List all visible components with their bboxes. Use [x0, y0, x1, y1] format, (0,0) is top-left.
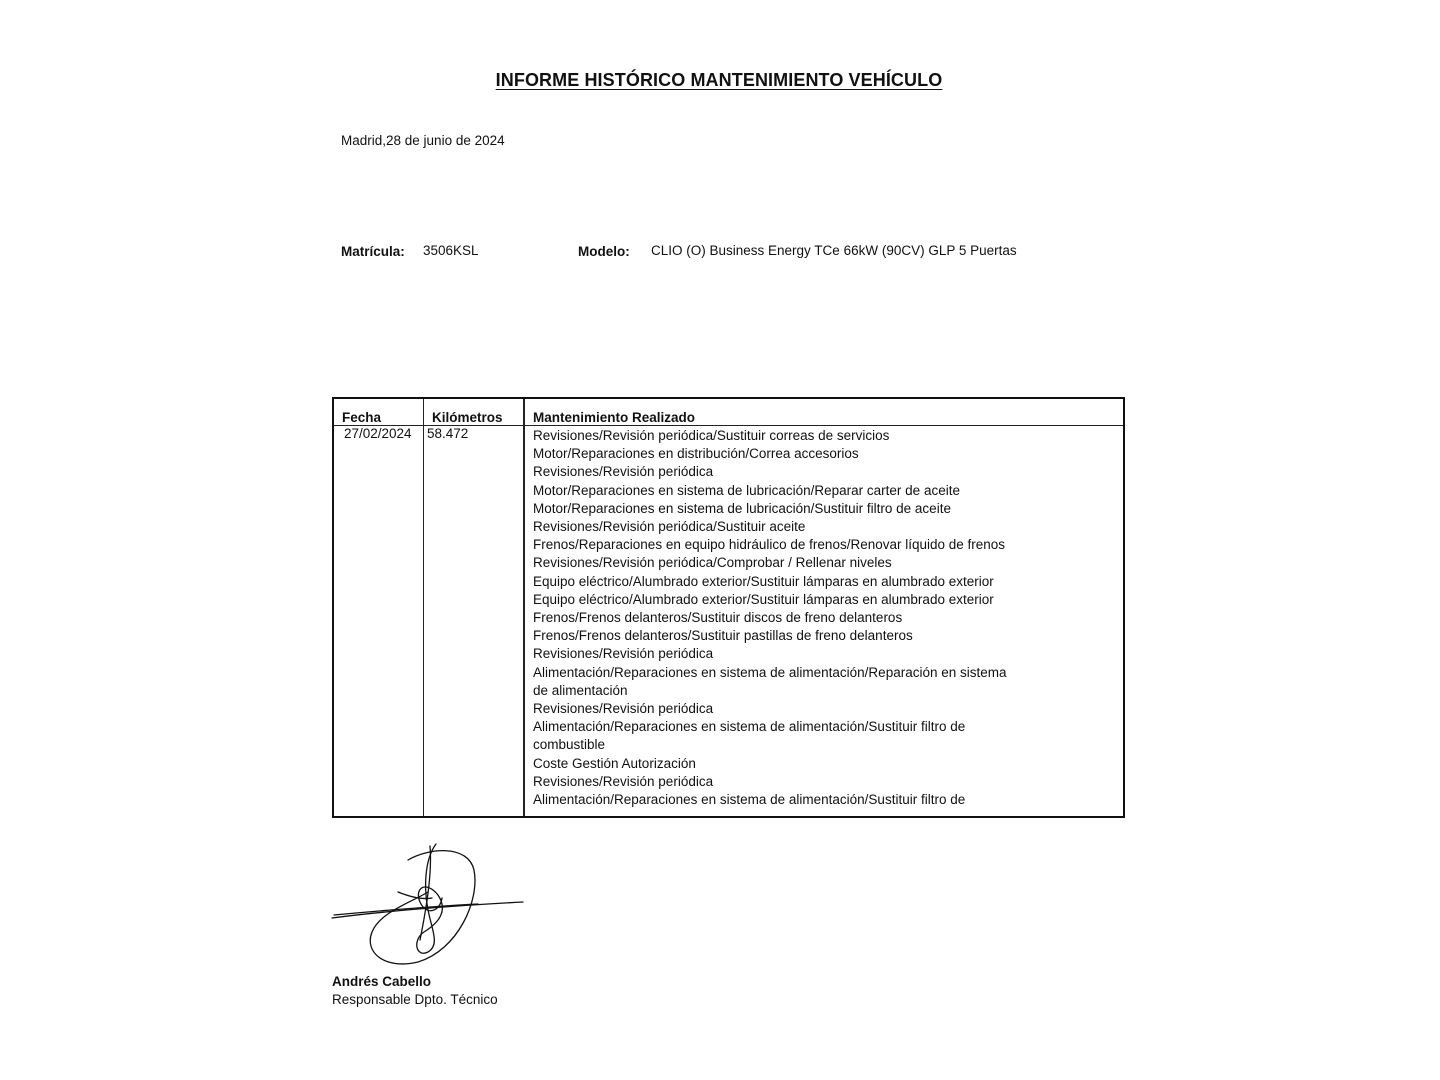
header-maintenance: Mantenimiento Realizado — [533, 410, 696, 425]
maintenance-line: Revisiones/Revisión periódica/Sustituir aceite — [533, 519, 806, 535]
maintenance-line: Coste Gestión Autorización — [533, 755, 696, 771]
maintenance-line: Frenos/Frenos delanteros/Sustituir discos de freno delanteros — [533, 610, 903, 626]
maintenance-line: Frenos/Frenos delanteros/Sustituir pastillas de freno delanteros — [533, 628, 913, 644]
maintenance-line: Alimentación/Reparaciones en sistema de alimentación/Reparación en sistema — [533, 664, 1007, 680]
row-kilometers: 58.472 — [427, 426, 469, 441]
maintenance-line: Revisiones/Revisión periódica — [533, 701, 714, 717]
maintenance-line: de alimentación — [533, 682, 628, 698]
signer-name: Andrés Cabello — [332, 974, 432, 989]
column-divider — [423, 399, 424, 816]
plate-label: Matrícula: — [341, 244, 405, 259]
model-value: CLIO (O) Business Energy TCe 66kW (90CV) GLP 5 Puertas — [651, 243, 1017, 258]
maintenance-line: Equipo eléctrico/Alumbrado exterior/Sustituir lámparas en alumbrado exterior — [533, 591, 994, 607]
place-date: Madrid,28 de junio de 2024 — [341, 133, 505, 148]
maintenance-line: Motor/Reparaciones en sistema de lubricación/Reparar carter de aceite — [533, 482, 960, 498]
maintenance-line: Revisiones/Revisión periódica/Sustituir correas de servicios — [533, 428, 890, 443]
maintenance-line: Revisiones/Revisión periódica — [533, 464, 714, 480]
plate-value: 3506KSL — [423, 243, 479, 258]
header-date: Fecha — [342, 410, 382, 425]
signature-image — [328, 840, 528, 970]
maintenance-line: Alimentación/Reparaciones en sistema de alimentación/Sustituir filtro de — [533, 719, 966, 735]
maintenance-line: combustible — [533, 737, 606, 753]
column-divider — [523, 399, 525, 816]
header-kilometers: Kilómetros — [432, 410, 503, 425]
maintenance-table — [332, 397, 1125, 818]
maintenance-line: Revisiones/Revisión periódica — [533, 646, 714, 662]
maintenance-line: Motor/Reparaciones en sistema de lubricación/Sustituir filtro de aceite — [533, 500, 951, 516]
maintenance-line: Revisiones/Revisión periódica — [533, 773, 714, 789]
maintenance-line: Revisiones/Revisión periódica/Comprobar / Rellenar niveles — [533, 555, 892, 571]
maintenance-line: Frenos/Reparaciones en equipo hidráulico de frenos/Renovar líquido de frenos — [533, 537, 1006, 553]
maintenance-line: Equipo eléctrico/Alumbrado exterior/Sustituir lámparas en alumbrado exterior — [533, 573, 994, 589]
maintenance-line: Alimentación/Reparaciones en sistema de alimentación/Sustituir filtro de — [533, 792, 966, 808]
row-date: 27/02/2024 — [344, 426, 412, 441]
signer-role: Responsable Dpto. Técnico — [332, 992, 498, 1007]
model-label: Modelo: — [578, 244, 630, 259]
maintenance-list — [533, 427, 1033, 809]
maintenance-line: Motor/Reparaciones en distribución/Correa accesorios — [533, 446, 859, 462]
document-title: INFORME HISTÓRICO MANTENIMIENTO VEHÍCULO — [495, 70, 943, 90]
